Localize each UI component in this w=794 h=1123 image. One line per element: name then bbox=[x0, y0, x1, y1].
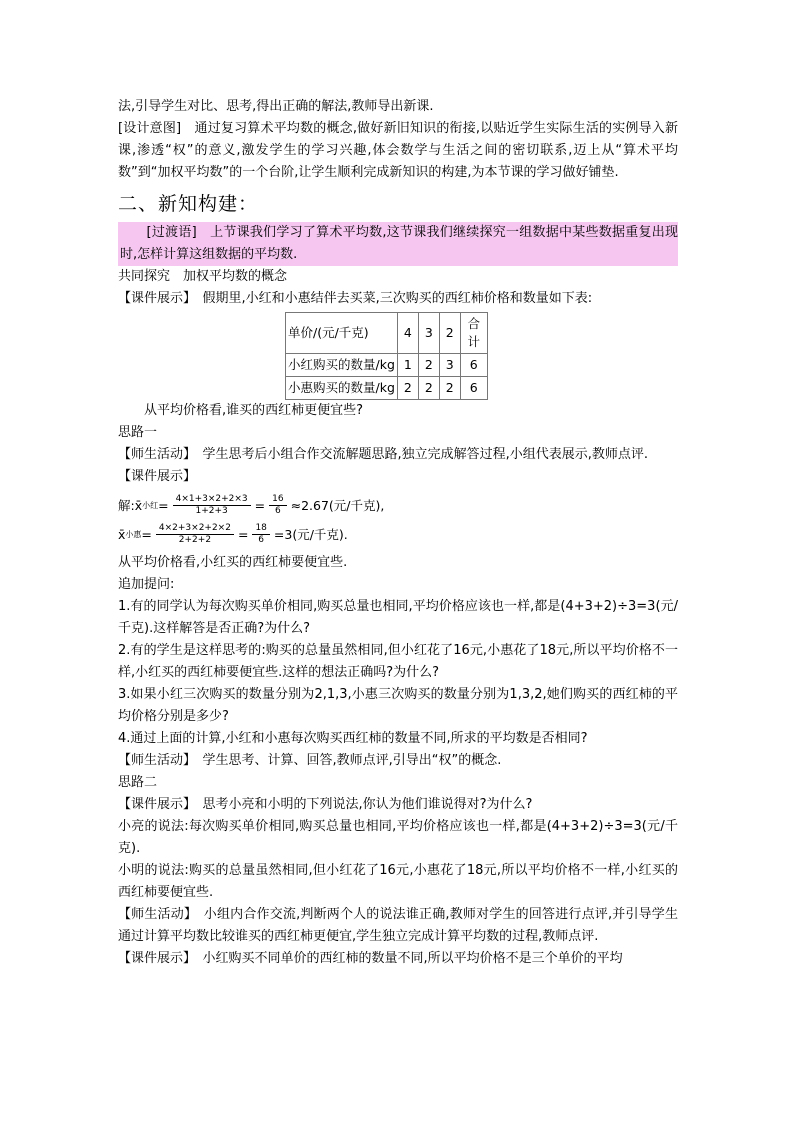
table-cell: 1 bbox=[397, 354, 418, 377]
table-cell: 6 bbox=[460, 377, 487, 400]
courseware-2: 【课件展示】 bbox=[118, 469, 197, 484]
fraction bbox=[173, 494, 251, 517]
table-header-cell: 2 bbox=[439, 313, 460, 354]
table-header-row bbox=[286, 313, 488, 354]
fraction-numerator: 18 bbox=[252, 523, 269, 535]
question: 从平均价格看,谁买的西红柿更便宜些? bbox=[118, 403, 364, 418]
formula-prefix: x̄ bbox=[118, 526, 126, 542]
table-row bbox=[286, 377, 488, 400]
table-cell: 2 bbox=[418, 377, 439, 400]
table-cell: 6 bbox=[460, 354, 487, 377]
formula-eq: = bbox=[254, 497, 266, 513]
design-intent: [设计意图] 通过复习算术平均数的概念,做好新旧知识的衔接,以贴近学生实际生活的实例导入新课,渗透“权”的意义,激发学生的学习兴趣,体会数学与生活之间的密切联系,迈上从“算术平均数”到“加权平均数”的一个台阶,让学生顺利完成新知识的构建,为本节课的学习做好铺垫. bbox=[118, 121, 678, 180]
table-cell: 小惠购买的数量/kg bbox=[286, 377, 398, 400]
courseware-4: 【课件展示】 小红购买不同单价的西红柿的数量不同,所以平均价格不是三个单价的平均 bbox=[118, 951, 623, 966]
followup-item: 3.如果小红三次购买的数量分别为2,1,3,小惠三次购买的数量分别为1,3,2,她们购买的西红柿的平均价格分别是多少? bbox=[118, 687, 678, 724]
fraction-numerator: 16 bbox=[269, 494, 286, 506]
document-page bbox=[118, 96, 678, 970]
table-cell: 2 bbox=[397, 377, 418, 400]
fraction bbox=[252, 523, 269, 546]
formula-subscript: 小红 bbox=[142, 500, 159, 510]
table-cell: 小红购买的数量/kg bbox=[286, 354, 398, 377]
table-cell: 2 bbox=[418, 354, 439, 377]
price-table bbox=[285, 312, 488, 400]
fraction-denominator: 1+2+3 bbox=[195, 506, 228, 516]
section-title: 二、新知构建： bbox=[118, 193, 259, 215]
followup-title: 追加提问: bbox=[118, 577, 175, 592]
followup-item: 2.有的学生是这样思考的:购买的总量虽然相同,但小红花了16元,小惠花了18元,所以平均价格不一样,小红买的西红柿要便宜些.这样的想法正确吗?为什么? bbox=[118, 643, 678, 680]
courseware-1: 【课件展示】 假期里,小红和小惠结伴去买菜,三次购买的西红柿价格和数量如下表: bbox=[118, 291, 593, 306]
followup-item: 1.有的同学认为每次购买单价相同,购买总量也相同,平均价格应该也一样,都是(4+3+2)÷3=3(元/千克).这样解答是否正确?为什么? bbox=[118, 599, 678, 636]
table-cell: 3 bbox=[439, 354, 460, 377]
table-row bbox=[286, 354, 488, 377]
activity-1: 【师生活动】 学生思考后小组合作交流解题思路,独立完成解答过程,小组代表展示,教师点评. bbox=[118, 447, 649, 462]
fraction bbox=[156, 523, 234, 546]
followup-item: 4.通过上面的计算,小红和小惠每次购买西红柿的数量不同,所求的平均数是否相同? bbox=[118, 731, 588, 746]
formula-eq: = bbox=[158, 497, 169, 513]
table-header-cell: 4 bbox=[397, 313, 418, 354]
formula-prefix: 解:x̄ bbox=[118, 497, 143, 513]
formula-eq: = bbox=[237, 526, 249, 542]
idea-1: 思路一 bbox=[118, 425, 158, 440]
intro-line: 法,引导学生对比、思考,得出正确的解法,教师导出新课. bbox=[118, 99, 434, 114]
courseware-3: 【课件展示】 思考小亮和小明的下列说法,你认为他们谁说得对?为什么? bbox=[118, 797, 533, 812]
fraction-denominator: 2+2+2 bbox=[178, 535, 212, 545]
table-header-cell: 合计 bbox=[460, 313, 487, 354]
formula-eq: = bbox=[141, 526, 152, 542]
conclusion-1: 从平均价格看,小红买的西红柿要便宜些. bbox=[118, 555, 348, 570]
formula-result: =3(元/千克). bbox=[273, 526, 348, 542]
formula-xiaohong bbox=[118, 494, 678, 517]
fraction-denominator: 6 bbox=[275, 506, 281, 516]
formula-xiaohui bbox=[118, 523, 678, 546]
formula-subscript: 小惠 bbox=[125, 529, 142, 539]
table-header-cell: 3 bbox=[418, 313, 439, 354]
activity-3: 【师生活动】 小组内合作交流,判断两个人的说法谁正确,教师对学生的回答进行点评,并引导学生通过计算平均数比较谁买的西红柿更便宜,学生独立完成计算平均数的过程,教师点评. bbox=[118, 907, 678, 944]
fraction-denominator: 6 bbox=[258, 535, 265, 545]
formula-result: ≈2.67(元/千克), bbox=[290, 497, 385, 513]
fraction bbox=[269, 494, 286, 517]
fraction-numerator: 4×1+3×2+2×3 bbox=[173, 494, 251, 506]
idea-2: 思路二 bbox=[118, 775, 158, 790]
table-header-cell: 单价/(元/千克) bbox=[286, 313, 398, 354]
fraction-numerator: 4×2+3×2+2×2 bbox=[156, 523, 234, 535]
xiaoming-statement: 小明的说法:购买的总量虽然相同,但小红花了16元,小惠花了18元,所以平均价格不一样,小红买的西红柿要便宜些. bbox=[118, 863, 678, 900]
explore-title: 共同探究 加权平均数的概念 bbox=[118, 269, 288, 284]
transition-highlight: [过渡语] 上节课我们学习了算术平均数,这节课我们继续探究一组数据中某些数据重复出现时,怎样计算这组数据的平均数. bbox=[118, 222, 678, 266]
table-cell: 2 bbox=[439, 377, 460, 400]
activity-2: 【师生活动】 学生思考、计算、回答,教师点评,引导出“权”的概念. bbox=[118, 753, 502, 768]
xiaoliang-statement: 小亮的说法:每次购买单价相同,购买总量也相同,平均价格应该也一样,都是(4+3+2)÷3=3(元/千克). bbox=[118, 819, 678, 856]
